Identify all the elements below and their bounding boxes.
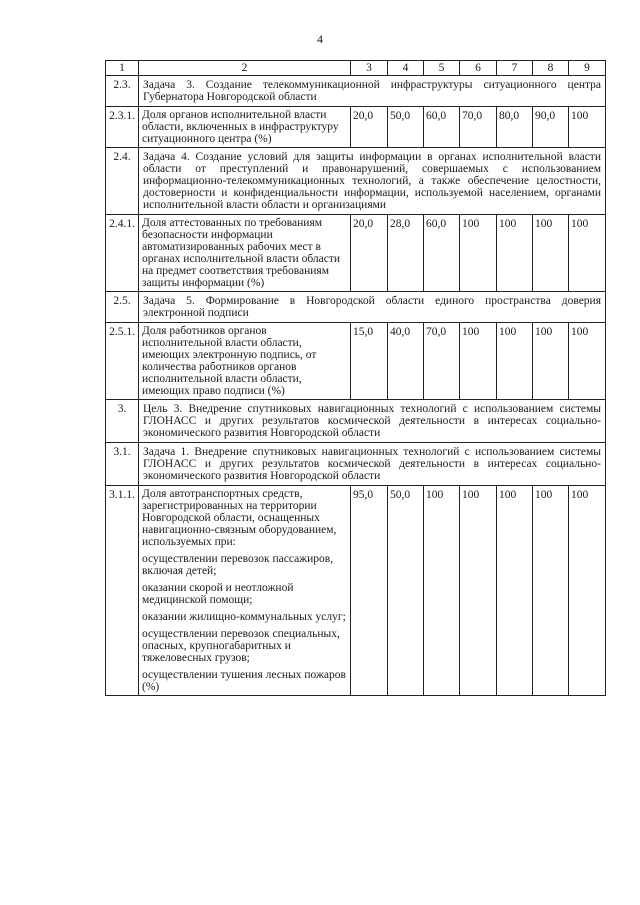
column-header: 9 (569, 61, 606, 76)
task-row (106, 148, 606, 215)
row-number: 2.3.1. (106, 107, 139, 148)
task-row (106, 443, 606, 486)
row-number: 2.4. (106, 148, 139, 215)
indicator-paragraph: осуществлении тушения лесных пожаров (%) (142, 669, 346, 693)
indicator-paragraph: Доля работников органов исполнительной власти области, имеющих электронную подпись, от количества работников органов исполнительной власти области, имеющих право подписи (%) (142, 325, 317, 397)
column-header: 7 (497, 61, 533, 76)
column-header: 5 (424, 61, 460, 76)
value-cell: 20,0 (351, 107, 388, 148)
column-header: 1 (106, 61, 139, 76)
value-cell: 100 (460, 323, 497, 400)
indicator-text (139, 215, 351, 292)
indicator-paragraph: оказании скорой и неотложной медицинской помощи; (142, 582, 294, 606)
task-text: Задача 4. Создание условий для защиты информации в органах исполнительной власти области от преступлений и правонарушений, совершаемых с использованием информационно-телекоммуникационных технологий, а также обеспечение целостности, достоверности и конфиденциальности информации, используемой населением, органами исполнительной власти области и организациями (139, 148, 606, 215)
value-cell: 95,0 (351, 486, 388, 696)
task-text: Задача 1. Внедрение спутниковых навигационных технологий с использованием системы ГЛОНАСС и других результатов космической деятельности в интересах социально-экономического развития Новгородской области (139, 443, 606, 486)
value-cell: 15,0 (351, 323, 388, 400)
column-header: 6 (460, 61, 497, 76)
indicator-row (106, 323, 606, 400)
value-cell: 100 (533, 215, 569, 292)
indicator-row (106, 107, 606, 148)
row-number: 2.5. (106, 292, 139, 323)
value-cell: 100 (569, 486, 606, 696)
task-row (106, 76, 606, 107)
value-cell: 100 (533, 323, 569, 400)
value-cell: 50,0 (388, 486, 424, 696)
value-cell: 60,0 (424, 107, 460, 148)
value-cell: 100 (497, 323, 533, 400)
table-body (106, 61, 606, 696)
row-number: 2.3. (106, 76, 139, 107)
indicator-row (106, 486, 606, 696)
column-header: 2 (139, 61, 351, 76)
task-text: Цель 3. Внедрение спутниковых навигационных технологий с использованием системы ГЛОНАСС и других результатов космической деятельности в интересах социально-экономического развития Новгородской области (139, 400, 606, 443)
row-number: 3.1. (106, 443, 139, 486)
indicator-paragraph: Доля автотранспортных средств, зарегистрированных на территории Новгородской области, оснащенных навигационно-связным оборудованием, используемых при: (142, 488, 337, 548)
value-cell: 100 (424, 486, 460, 696)
indicator-paragraph: Доля органов исполнительной власти области, включенных в инфраструктуру ситуационного центра (%) (142, 109, 339, 145)
row-number: 3. (106, 400, 139, 443)
value-cell: 100 (569, 215, 606, 292)
value-cell: 100 (569, 323, 606, 400)
indicator-paragraph: осуществлении перевозок специальных, опасных, крупногабаритных и тяжеловесных грузов; (142, 628, 340, 664)
value-cell: 28,0 (388, 215, 424, 292)
task-text: Задача 3. Создание телекоммуникационной инфраструктуры ситуационного центра Губернатора Новгородской области (139, 76, 606, 107)
task-row (106, 292, 606, 323)
value-cell: 60,0 (424, 215, 460, 292)
value-cell: 100 (460, 486, 497, 696)
value-cell: 100 (497, 486, 533, 696)
indicators-table (105, 60, 606, 696)
value-cell: 80,0 (497, 107, 533, 148)
value-cell: 100 (497, 215, 533, 292)
column-header: 8 (533, 61, 569, 76)
row-number: 3.1.1. (106, 486, 139, 696)
column-header: 3 (351, 61, 388, 76)
indicator-text (139, 486, 351, 696)
value-cell: 90,0 (533, 107, 569, 148)
indicator-text (139, 323, 351, 400)
column-header: 4 (388, 61, 424, 76)
indicator-text (139, 107, 351, 148)
page-number: 4 (317, 32, 323, 46)
indicator-paragraph: осуществлении перевозок пассажиров, включая детей; (142, 553, 334, 577)
value-cell: 40,0 (388, 323, 424, 400)
value-cell: 50,0 (388, 107, 424, 148)
row-number: 2.4.1. (106, 215, 139, 292)
value-cell: 70,0 (460, 107, 497, 148)
indicator-paragraph: Доля аттестованных по требованиям безопасности информации автоматизированных рабочих мест в органах исполнительной власти области на предмет соответствия требованиям защиты информации (%) (142, 217, 341, 289)
task-text: Задача 5. Формирование в Новгородской области единого пространства доверия электронной подписи (139, 292, 606, 323)
value-cell: 20,0 (351, 215, 388, 292)
value-cell: 70,0 (424, 323, 460, 400)
value-cell: 100 (533, 486, 569, 696)
row-number: 2.5.1. (106, 323, 139, 400)
header-row (106, 61, 606, 76)
indicator-row (106, 215, 606, 292)
indicator-paragraph: оказании жилищно-коммунальных услуг; (142, 611, 346, 623)
task-row (106, 400, 606, 443)
value-cell: 100 (460, 215, 497, 292)
value-cell: 100 (569, 107, 606, 148)
